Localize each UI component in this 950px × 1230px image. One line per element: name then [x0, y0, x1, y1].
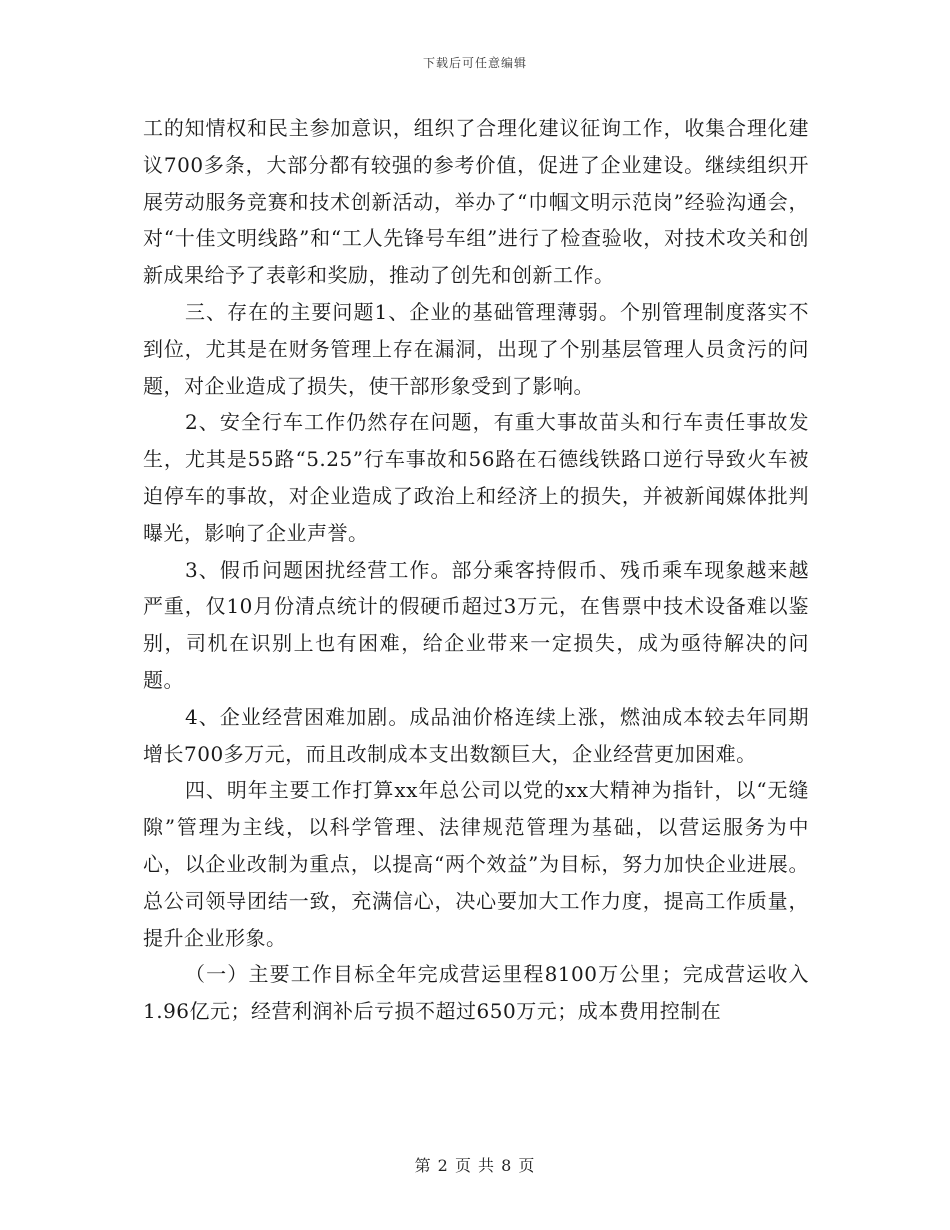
- paragraph-3: 2、安全行车工作仍然存在问题，有重大事故苗头和行车责任事故发生，尤其是55路“5.25”行车事故和56路在石德线铁路口逆行导致火车被迫停车的事故，对企业造成了政治上和经济上的损失，并被新闻媒体批判曝光，影响了企业声誉。: [143, 410, 809, 545]
- paragraph-2: 三、存在的主要问题1、企业的基础管理薄弱。个别管理制度落实不到位，尤其是在财务管理上存在漏洞，出现了个别基层管理人员贪污的问题，对企业造成了损失，使干部形象受到了影响。: [143, 299, 809, 398]
- page-header: 下载后可任意编辑: [422, 56, 527, 70]
- paragraph-7: （一）主要工作目标全年完成营运里程8100万公里；完成营运收入1.96亿元；经营利润补后亏损不超过650万元；成本费用控制在: [143, 962, 809, 1024]
- footer-page-number: 2: [437, 1156, 449, 1175]
- footer-total-pages: 8: [501, 1156, 513, 1175]
- footer-suffix: 页: [518, 1156, 536, 1175]
- paragraph-4: 3、假币问题困扰经营工作。部分乘客持假币、残币乘车现象越来越严重，仅10月份清点统计的假硬币超过3万元，在售票中技术设备难以鉴别，司机在识别上也有困难，给企业带来一定损失，成为亟待解决的问题。: [143, 557, 809, 692]
- paragraph-1: 工的知情权和民主参加意识，组织了合理化建议征询工作，收集合理化建议700多条，大部分都有较强的参考价值，促进了企业建设。继续组织开展劳动服务竞赛和技术创新活动，举办了“巾帼文明示范岗”经验沟通会，对“十佳文明线路”和“工人先锋号车组”进行了检查验收，对技术攻关和创新成果给予了表彰和奖励，推动了创先和创新工作。: [143, 116, 809, 288]
- page-footer: [0, 1153, 950, 1176]
- document-body: [143, 110, 809, 1030]
- paragraph-6: 四、明年主要工作打算xx年总公司以党的xx大精神为指针，以“无缝隙”管理为主线，以科学管理、法律规范管理为基础，以营运服务为中心，以企业改制为重点，以提高“两个效益”为目标，努力加快企业进展。总公司领导团结一致，充满信心，决心要加大工作力度，提高工作质量，提升企业形象。: [143, 778, 809, 950]
- footer-prefix: 第: [414, 1156, 432, 1175]
- footer-middle: 页 共: [454, 1156, 496, 1175]
- paragraph-5: 4、企业经营困难加剧。成品油价格连续上涨，燃油成本较去年同期增长700多万元，而且改制成本支出数额巨大，企业经营更加困难。: [143, 704, 809, 766]
